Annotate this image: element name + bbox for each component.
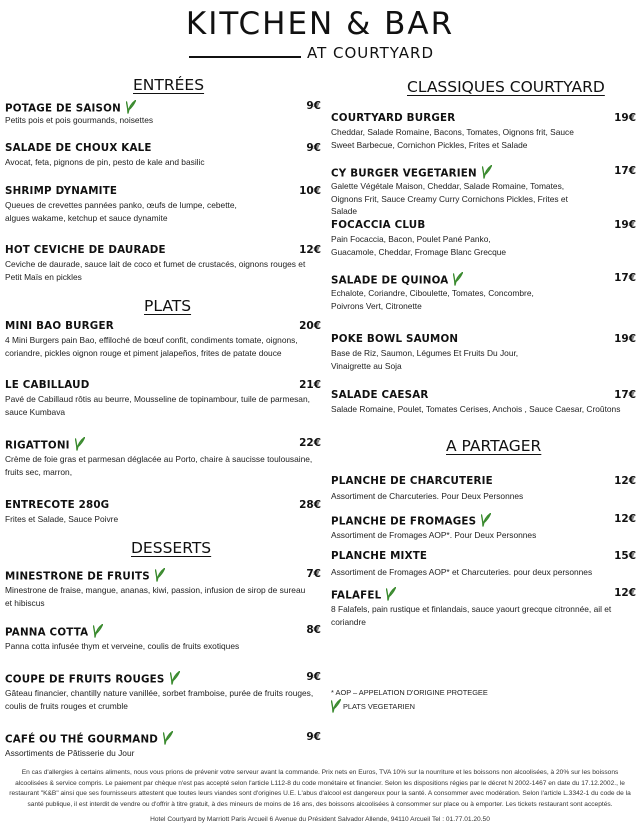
item-description: 8 Falafels, pain rustique et finlandais, sauce yaourt grecque citronnée, ail et coriandre [331,604,612,627]
item-name-wrap [5,568,165,585]
item-description: Avocat, feta, pignons de pin, pesto de kale and basilic [5,157,205,167]
item-description: Cheddar, Salade Romaine, Bacons, Tomates, Oignons frit, Sauce Sweet Barbecue, Cornichon Pickles, Frites et Salade [331,127,574,150]
item-description: Assortiment de Fromages AOP* et Charcuteries. pour deux personnes [331,567,593,577]
item-price: 10€ [299,185,321,197]
menu-item [5,100,321,130]
item-price: 7€ [306,568,321,580]
item-name: HOT CEVICHE DE DAURADE [5,244,166,256]
item-name: MINI BAO BURGER [5,320,114,332]
menu-item [331,475,636,503]
brand-divider [189,56,301,58]
leaf-icon [93,624,103,641]
item-name-wrap [331,513,491,530]
item-name: CY BURGER VEGETARIEN [331,167,477,180]
legend-veg [331,699,415,715]
item-price: 17€ [614,272,636,284]
item-name: COURTYARD BURGER [331,112,456,124]
item-name: ENTRECOTE 280G [5,499,110,511]
item-price: 15€ [614,550,636,562]
item-price: 12€ [614,475,636,487]
section-entrees-title: ENTRÉES [133,76,205,94]
menu-item [331,219,636,261]
menu-item [5,244,321,286]
menu-item [5,437,321,479]
item-price: 12€ [299,244,321,256]
item-name-wrap [5,731,173,748]
item-description: Echalote, Coriandre, Ciboulette, Tomates, Concombre, Poivrons Vert, Citronette [331,288,534,311]
menu-item [5,320,321,362]
menu-item [5,499,321,527]
item-name: FALAFEL [331,589,382,602]
legal-notice: En cas d'allergies à certains aliments, nous vous prions de prévenir votre serveur avant la commande. Prix nets en Euros, TVA 10% sur la nourriture et les boissons non alcoolisées, à 20% sur les boissons alcoolisées & service compris. Le paiement par chèque n'est pas accepté selon l'article L112-8 du code monétaire et financier. Selon les dispositions régies par le décret N 2002-1467 en date du 17.12.2002., le restaurant "K&B" ainsi que ses fournisseurs attestent que toutes leurs viandes sont d'origines U.E. L'abus d'alcool est dangereux pour la santé. A consommer avec modération. Selon l'article L.3342-1 du code de la santé publique, il est interdit de vendre ou d'offrir à titre gratuit, à des mineurs de moins de 16 ans, des boissons alcoolisées à consommer sur place ou à emporter. Les tickets restaurant sont acceptés. [9,769,631,808]
item-name: SALADE DE CHOUX KALE [5,142,152,154]
item-description: Panna cotta infusée thym et verveine, coulis de fruits exotiques [5,641,240,651]
item-price: 17€ [614,389,636,401]
section-plats-title: PLATS [144,297,192,315]
item-name-wrap [5,671,180,688]
item-description: Minestrone de fraise, mangue, ananas, kiwi, passion, infusion de sirop de sureau et hibiscus [5,585,306,608]
item-name: LE CABILLAUD [5,379,90,391]
menu-item [331,513,636,541]
item-description: Pain Focaccia, Bacon, Poulet Pané Panko, Guacamole, Cheddar, Fromage Blanc Grecque [331,234,507,257]
item-description: Assortiments de Pâtisserie du Jour [5,748,135,758]
menu-item [5,624,321,652]
section-classiques-title: CLASSIQUES COURTYARD [407,78,605,96]
menu-item [5,142,321,172]
item-price: 12€ [614,587,636,599]
item-description: Petits pois et pois gourmands, noisettes [5,115,154,125]
item-price: 9€ [306,100,321,112]
item-description: 4 Mini Burgers pain Bao, effiloché de bœuf confit, condiments tomate, oignons, coriandre, pickles oignon rouge et piment jalapeños, frites de patate douce [5,335,298,358]
item-name-wrap [5,437,85,454]
item-name: SALADE CAESAR [331,389,429,401]
leaf-icon [75,437,85,454]
item-name: PLANCHE DE CHARCUTERIE [331,475,493,487]
leaf-icon [170,671,180,688]
item-name: COUPE DE FRUITS ROUGES [5,673,165,686]
leaf-icon [386,587,396,604]
menu-item [331,389,636,417]
menu-header [0,0,640,70]
item-description: Ceviche de daurade, sauce lait de coco et fumet de crustacés, oignons rouges et Petit Maïs en pickles [5,259,306,282]
brand-subtitle-group [189,44,435,62]
item-description: Assortiment de Charcuteries. Pour Deux Personnes [331,491,524,501]
item-price: 22€ [299,437,321,449]
item-price: 9€ [306,671,321,683]
item-name: CAFÉ OU THÉ GOURMAND [5,733,159,746]
item-name: FOCACCIA CLUB [331,219,426,231]
leaf-icon [331,699,341,715]
leaf-icon [155,568,165,585]
item-name: PLANCHE DE FROMAGES [331,515,477,528]
item-name-wrap [5,624,103,641]
menu-item [331,587,636,629]
legend-aop: * AOP – APPELATION D'ORIGINE PROTEGEE [331,688,488,697]
item-price: 19€ [614,219,636,231]
item-name: SALADE DE QUINOA [331,274,449,287]
item-price: 17€ [614,165,636,177]
menu-item [331,165,636,216]
item-name: PLANCHE MIXTE [331,550,428,562]
menu-item [331,272,636,314]
item-description: Galette Végétale Maison, Cheddar, Salade Romaine, Tomates, Oignons Frit, Sauce Creamy Curry Cornichons Pickles, Frites et Salade [331,181,568,216]
menu-item [5,671,321,713]
item-name: POKE BOWL SAUMON [331,333,459,345]
item-price: 8€ [306,624,321,636]
item-name: RIGATTONI [5,439,70,452]
item-price: 19€ [614,112,636,124]
item-price: 21€ [299,379,321,391]
menu-item [331,550,636,578]
item-price: 20€ [299,320,321,332]
menu-item [5,731,321,759]
item-name: MINESTRONE DE FRUITS [5,570,150,583]
menu-item [331,112,636,154]
footer-address: Hotel Courtyard by Marriott Paris Arcueil 6 Avenue du Président Salvador Allende, 94110 Arcueil Tel : 01.77.01.20.50 [150,816,490,823]
item-price: 9€ [306,731,321,743]
item-price: 9€ [306,142,321,154]
leaf-icon [163,731,173,748]
item-description: Assortiment de Fromages AOP*. Pour Deux Personnes [331,530,537,540]
menu-item [5,568,321,610]
item-description: Queues de crevettes pannées panko, œufs de lumpe, cebette, algues wakame, ketchup et sauce dynamite [5,200,237,223]
menu-item [331,333,636,375]
item-description: Pavé de Cabillaud rôtis au beurre, Mousseline de topinambour, tuile de parmesan, sauce Kumbava [5,394,310,417]
item-price: 12€ [614,513,636,525]
item-price: 28€ [299,499,321,511]
item-price: 19€ [614,333,636,345]
item-description: Base de Riz, Saumon, Légumes Et Fruits Du Jour, Vinaigrette au Soja [331,348,519,371]
item-description: Salade Romaine, Poulet, Tomates Cerises, Anchois , Sauce Caesar, Croûtons [331,404,621,414]
item-name-wrap [331,587,396,604]
menu-item [5,185,321,227]
item-description: Crème de foie gras et parmesan déglacée au Porto, chaire à saucisse toulousaine, fruits sec, marron, [5,454,313,477]
brand-subtitle: AT COURTYARD [307,44,435,62]
item-name: SHRIMP DYNAMITE [5,185,118,197]
brand-title: KITCHEN & BAR [185,6,455,42]
item-name: POTAGE DE SAISON [5,102,121,115]
item-name: PANNA COTTA [5,626,89,639]
legend-veg-label: PLATS VEGETARIEN [343,701,416,711]
section-partager-title: A PARTAGER [446,437,542,455]
item-description: Frites et Salade, Sauce Poivre [5,514,119,524]
section-desserts-title: DESSERTS [131,539,212,557]
menu-item [5,379,321,421]
leaf-icon [481,513,491,530]
item-description: Gâteau financier, chantilly nature vanillée, sorbet framboise, purée de fruits rouges, coulis de fruits rouges et crumble [5,688,314,711]
